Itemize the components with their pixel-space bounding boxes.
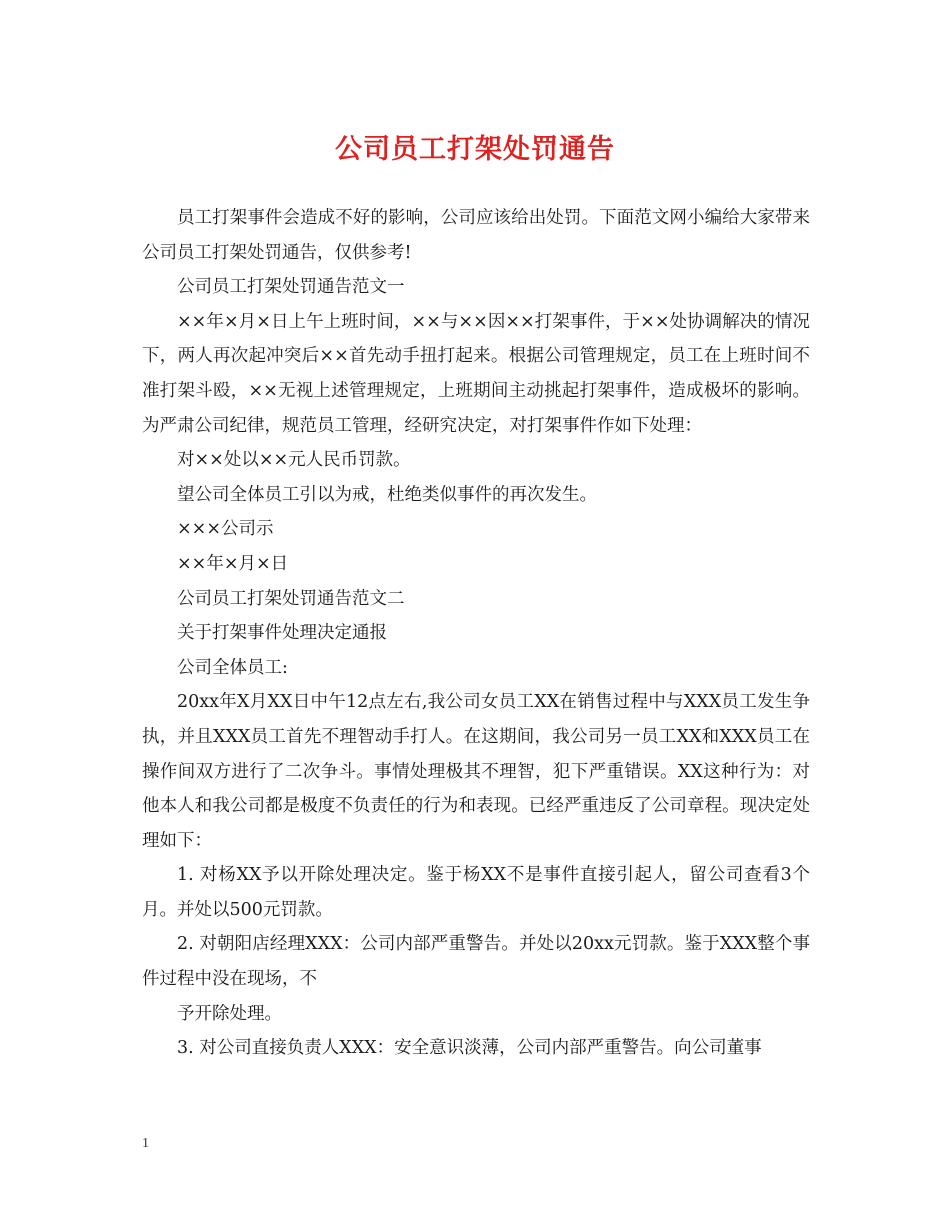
paragraph: 公司全体员工: — [177, 657, 288, 678]
paragraph: 对××处以××元人民币罚款。 — [177, 450, 411, 471]
paragraph: 1. 对杨XX予以开除处理决定。鉴于杨XX不是事件直接引起人，留公司查看3个月。并处以500元罚款。 — [142, 865, 810, 920]
paragraph: ×××公司示 — [177, 519, 274, 540]
paragraph: 3. 对公司直接负责人XXX：安全意识淡薄，公司内部严重警告。向公司董事 — [177, 1038, 762, 1059]
paragraph: ××年×月×日上午上班时间，××与××因××打架事件，于××处协调解决的情况下，两人再次起冲突后××首先动手扭打起来。根据公司管理规定，员工在上班时间不准打架斗殴，××无视上述管理规定，上班期间主动挑起打架事件，造成极坏的影响。为严肃公司纪律，规范员工管理，经研究决定，对打架事件作如下处理： — [142, 311, 810, 436]
paragraph: 员工打架事件会造成不好的影响，公司应该给出处罚。下面范文网小编给大家带来公司员工打架处罚通告，仅供参考! — [142, 208, 810, 263]
paragraph: 关于打架事件处理决定通报 — [177, 623, 387, 644]
document-title: 公司员工打架处罚通告 — [335, 134, 615, 165]
paragraph: 2. 对朝阳店经理XXX：公司内部严重警告。并处以20xx元罚款。鉴于XXX整个事件过程中没在现场，不 — [142, 934, 810, 990]
paragraph: 望公司全体员工引以为戒，杜绝类似事件的再次发生。 — [177, 484, 597, 505]
document-body — [142, 201, 810, 1066]
paragraph: ××年×月×日 — [177, 553, 289, 574]
page-number: 1 — [142, 1136, 149, 1151]
paragraph: 20xx年X月XX日中午12点左右,我公司女员工XX在销售过程中与XXX员工发生争执，并且XXX员工首先不理智动手打人。在这期间，我公司另一员工XX和XXX员工在操作间双方进行了二次争斗。事情处理极其不理智，犯下严重错误。XX这种行为：对他本人和我公司都是极度不负责任的行为和表现。已经严重违反了公司章程。现决定处理如下： — [142, 692, 810, 851]
paragraph: 公司员工打架处罚通告范文二 — [177, 588, 405, 609]
paragraph: 公司员工打架处罚通告范文一 — [177, 277, 405, 298]
paragraph: 予开除处理。 — [177, 1003, 282, 1024]
